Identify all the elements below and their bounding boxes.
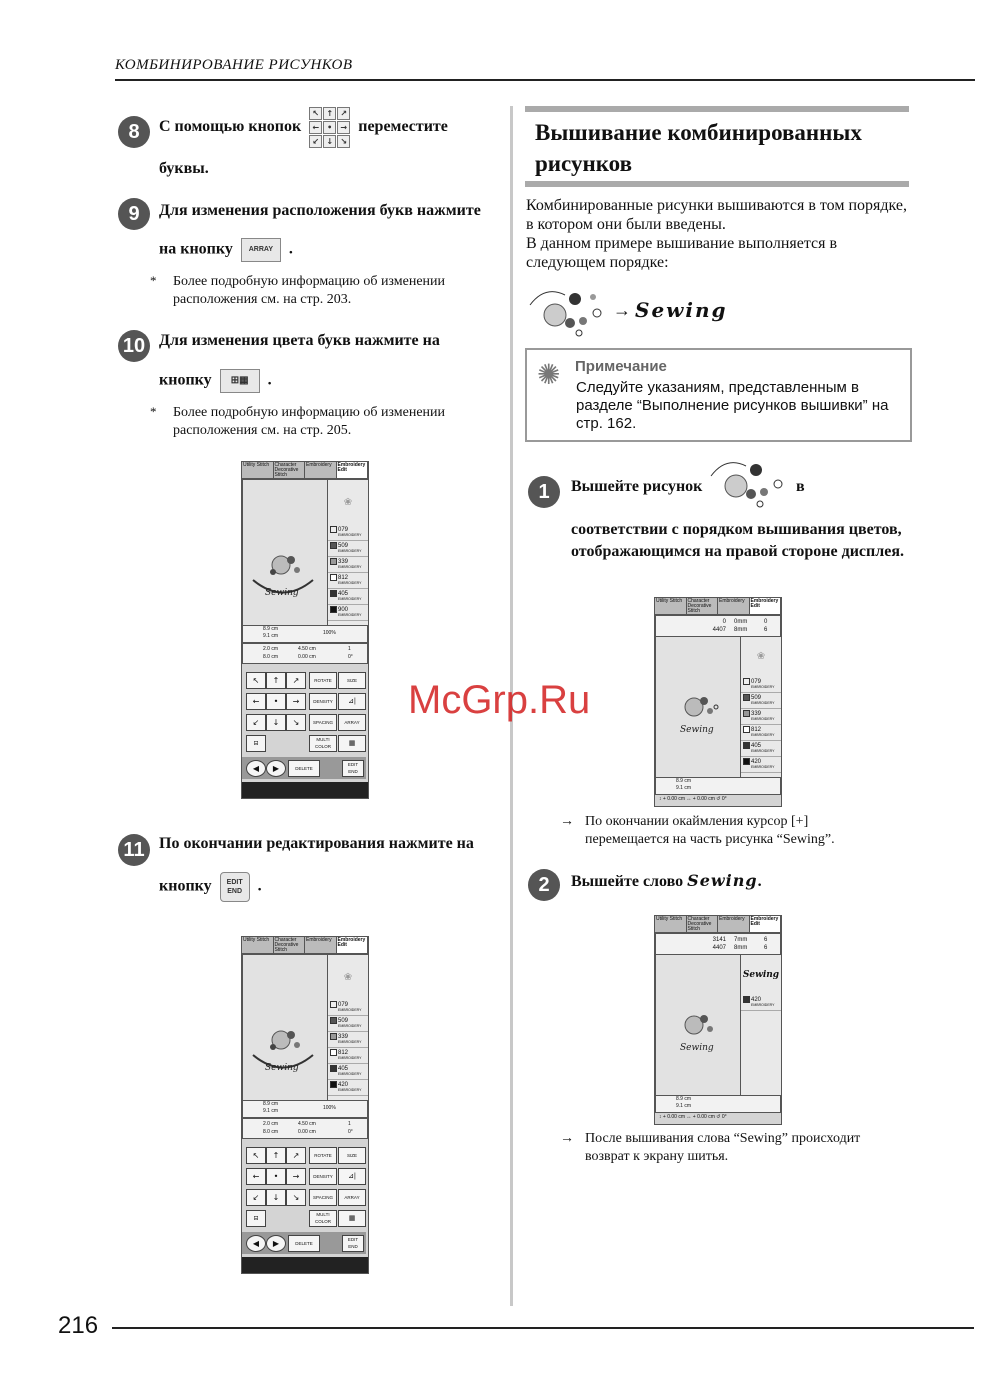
design-area [655, 636, 741, 778]
step-8-text-b: переместите [358, 118, 448, 136]
note-body: Следуйте указаниям, представленным в разделе “Выполнение рисунков вышивки” на стр. 162. [576, 379, 889, 432]
thread-item: 420 EMBROIDERY [741, 995, 781, 1011]
density-button[interactable]: DENSITY [309, 1168, 337, 1185]
step-8-text [159, 107, 499, 148]
sewing-word-art: Sewing [635, 298, 728, 322]
thread-list [740, 636, 782, 778]
thread-item: 405 EMBROIDERY [328, 589, 368, 605]
step-number-9: 9 [118, 198, 150, 230]
control-buttons [242, 669, 366, 755]
thread-item: 509 EMBROIDERY [328, 1016, 368, 1032]
thread-item: 339 EMBROIDERY [328, 1032, 368, 1048]
thread-item: 812 EMBROIDERY [741, 725, 781, 741]
tab-utility: Utility Stitch [655, 598, 687, 614]
thread-item: 812 EMBROIDERY [328, 1048, 368, 1064]
bulb-icon: ✺ [537, 360, 561, 391]
border-button[interactable]: ⊟ [246, 1210, 266, 1227]
screen-edit-b [241, 936, 369, 1274]
step-9-text-c: . [288, 240, 293, 258]
previous-button[interactable]: ◀ [246, 1235, 266, 1252]
tab-character: Character Decorative Stitch [274, 462, 306, 478]
edit-end-button[interactable]: EDIT END [342, 1235, 364, 1252]
tab-character: Character Decorative Stitch [687, 916, 719, 932]
multi-color-button-icon: ⊞▦ [220, 369, 260, 393]
step-11-text-b: кнопку [159, 877, 212, 895]
move-center-button[interactable]: • [266, 693, 286, 710]
move-down-left-button[interactable]: ↙ [246, 1189, 266, 1206]
screen-embroidery-d [654, 915, 782, 1125]
step-9-text-b: на кнопку [159, 240, 233, 258]
step-11-text-c: . [257, 877, 262, 895]
move-left-button[interactable]: ← [246, 1168, 266, 1185]
mirror-button[interactable]: ⊿| [338, 693, 366, 710]
screen-bottom-bar [242, 1257, 368, 1273]
thread-list [327, 479, 369, 626]
step-10-text-b: кнопку [159, 371, 212, 389]
embroidery-motif-icon [525, 285, 615, 340]
screen-tabs [655, 598, 781, 615]
header-rule [115, 79, 975, 81]
tab-embroidery-edit: Embroidery Edit [337, 462, 369, 478]
tab-character: Character Decorative Stitch [687, 598, 719, 614]
move-up-button[interactable]: ↑ [266, 1147, 286, 1164]
sewing-word-art: Sewing [687, 871, 758, 890]
thread-item: 339 EMBROIDERY [741, 709, 781, 725]
delete-button[interactable]: DELETE [288, 760, 320, 777]
step-10-text-a: Для изменения цвета букв нажмите на [159, 332, 440, 349]
embroidery-design-art [243, 480, 327, 625]
screen-bottom-bar [242, 782, 368, 798]
move-down-right-button[interactable]: ↘ [286, 714, 306, 731]
step-11-text-a: По окончании редактирования нажмите на [159, 835, 474, 852]
section-title [525, 112, 909, 181]
embroidery-design-art [656, 637, 740, 777]
sewing-preview: Sewing [742, 970, 780, 980]
step-10-text-c: . [267, 371, 272, 389]
step-9-note: Более подробную информацию об изменении расположения см. на стр. 203. [173, 274, 446, 307]
thread-list [740, 954, 782, 1096]
step-number-10: 10 [118, 330, 150, 362]
size-row: 8.9 cm 9.1 cm [655, 777, 781, 795]
section-heading [525, 106, 909, 187]
mirror-button[interactable]: ⊿| [338, 1168, 366, 1185]
thread-preview-icon: ❀ [343, 497, 353, 508]
result-arrow-2: → [560, 1131, 574, 1146]
size-button[interactable]: SIZE [338, 672, 366, 689]
note-box [525, 348, 912, 442]
step-11-line2 [159, 872, 262, 902]
stitch-counter-row: 3141 4407 7mm 8mm 6 6 [655, 933, 781, 955]
edit-end-button[interactable]: EDIT END [342, 760, 364, 777]
svg-text:Sewing: Sewing [265, 1063, 299, 1073]
edit-end-button-icon: EDIT END [220, 872, 250, 902]
tab-utility: Utility Stitch [242, 462, 274, 478]
footer-rule [112, 1327, 974, 1329]
move-down-right-button[interactable]: ↘ [286, 1189, 306, 1206]
thread-list [327, 954, 369, 1101]
step-1-text-a: Вышейте рисунок [571, 478, 703, 495]
spacing-button[interactable]: SPACING [309, 714, 337, 731]
array-button-icon: ARRAY [241, 238, 281, 262]
screen-edit-a [241, 461, 369, 799]
thread-item: 420 EMBROIDERY [741, 757, 781, 773]
step-2-text-a: Вышейте слово [571, 873, 684, 890]
move-up-left-button[interactable]: ↖ [246, 672, 266, 689]
tab-embroidery: Embroidery [718, 916, 750, 932]
embroidery-design-art [243, 955, 327, 1100]
thread-item: 339 EMBROIDERY [328, 557, 368, 573]
sequence-illustration [525, 285, 728, 340]
step-number-11: 11 [118, 834, 150, 866]
section-title-line-1: Вышивание комбинированных [535, 120, 862, 145]
note-title: Примечание [575, 358, 667, 375]
embroidery-design-art [656, 955, 740, 1095]
previous-button[interactable]: ◀ [246, 760, 266, 777]
multi-color-button[interactable]: MULTI COLOR [309, 1210, 337, 1227]
step-9-text-a: Для изменения расположения букв нажмите [159, 202, 481, 219]
density-button[interactable]: DENSITY [309, 693, 337, 710]
embroidery-motif-icon [706, 456, 794, 511]
step-9-line2 [159, 238, 293, 262]
array-button[interactable]: ARRAY [338, 1189, 366, 1206]
position-row: 2.0 cm 8.0 cm 4.50 cm 0.00 cm 1 0° [242, 643, 368, 664]
next-button[interactable]: ▶ [266, 1235, 286, 1252]
thread-item: 420 EMBROIDERY [328, 1080, 368, 1096]
thread-item: 405 EMBROIDERY [741, 741, 781, 757]
thread-preview-icon: ❀ [343, 972, 353, 983]
move-right-button[interactable]: → [286, 693, 306, 710]
intro-text-2: В данном примере вышивание выполняется в следующем порядке: [526, 235, 838, 271]
svg-text:Sewing: Sewing [680, 1043, 714, 1053]
thread-item: 079 EMBROIDERY [328, 1000, 368, 1016]
tab-character: Character Decorative Stitch [274, 937, 306, 953]
control-buttons [242, 1144, 366, 1230]
size-row: 8.9 cm 9.1 cm [655, 1095, 781, 1113]
rotate-button[interactable]: ROTATE [309, 1147, 337, 1164]
step-2-result: После вышивания слова “Sewing” происходит возврат к экрану шитья. [585, 1131, 861, 1164]
step-8-text-a: С помощью кнопок [159, 118, 302, 136]
svg-text:Sewing: Sewing [680, 725, 714, 735]
result-arrow-1: → [560, 814, 574, 829]
thread-color-button[interactable]: ▦ [338, 735, 366, 752]
tab-embroidery-edit: Embroidery Edit [750, 916, 782, 932]
position-readout: ↕ + 0.00 cm ↔ + 0.00 cm ↺ 0° [659, 1114, 727, 1120]
step-1-result: По окончании окаймления курсор [+] перемещается на часть рисунка “Sewing”. [585, 814, 835, 847]
screen-tabs [655, 916, 781, 933]
step-number-8: 8 [118, 116, 150, 148]
thread-preview-icon: ❀ [756, 651, 766, 662]
position-readout: ↕ + 0.00 cm ↔ + 0.00 cm ↺ 0° [659, 796, 727, 802]
step-10-line2 [159, 369, 272, 393]
move-up-button[interactable]: ↑ [266, 672, 286, 689]
nav-row [242, 1232, 366, 1254]
move-down-button[interactable]: ↓ [266, 1189, 286, 1206]
rotate-button[interactable]: ROTATE [309, 672, 337, 689]
nav-row [242, 757, 366, 779]
thread-item: 900 EMBROIDERY [328, 605, 368, 621]
step-number-1: 1 [528, 476, 560, 508]
thread-item: 405 EMBROIDERY [328, 1064, 368, 1080]
move-up-right-button[interactable]: ↗ [286, 672, 306, 689]
multi-color-button[interactable]: MULTI COLOR [309, 735, 337, 752]
position-row: 2.0 cm 8.0 cm 4.50 cm 0.00 cm 1 0° [242, 1118, 368, 1139]
move-up-right-button[interactable]: ↗ [286, 1147, 306, 1164]
tab-embroidery-edit: Embroidery Edit [337, 937, 369, 953]
design-area [655, 954, 741, 1096]
step-8-text-c: буквы. [159, 160, 209, 177]
thread-item: 079 EMBROIDERY [741, 677, 781, 693]
step-1-text-b: в [796, 478, 805, 495]
spacing-button[interactable]: SPACING [309, 1189, 337, 1206]
thread-item: 812 EMBROIDERY [328, 573, 368, 589]
array-button[interactable]: ARRAY [338, 714, 366, 731]
move-down-left-button[interactable]: ↙ [246, 714, 266, 731]
delete-button[interactable]: DELETE [288, 1235, 320, 1252]
step-2-text-b: . [757, 873, 762, 890]
size-button[interactable]: SIZE [338, 1147, 366, 1164]
move-down-button[interactable]: ↓ [266, 714, 286, 731]
step-1-text-c: соответствии с порядком вышивания цветов, отображающимся на правой стороне дисплея. [571, 521, 904, 560]
border-button[interactable]: ⊟ [246, 735, 266, 752]
tab-embroidery-edit: Embroidery Edit [750, 598, 782, 614]
arrow-pad-icon: ↖ ↑ ↗ ← • → ↙ ↓ ↘ [309, 107, 350, 148]
size-row: 8.9 cm 9.1 cm 100% [242, 1100, 368, 1118]
step-10-note: Более подробную информацию об изменении расположения см. на стр. 205. [173, 405, 446, 438]
thread-item: 509 EMBROIDERY [328, 541, 368, 557]
tab-utility: Utility Stitch [242, 937, 274, 953]
move-right-button[interactable]: → [286, 1168, 306, 1185]
intro-text: Комбинированные рисунки вышиваются в том порядке, в котором они были введены. [526, 197, 908, 233]
thread-color-button[interactable]: ▦ [338, 1210, 366, 1227]
step-2-line [571, 870, 762, 893]
size-row: 8.9 cm 9.1 cm 100% [242, 625, 368, 643]
running-header: КОМБИНИРОВАНИЕ РИСУНКОВ [115, 57, 353, 73]
section-title-line-2: рисунков [535, 151, 632, 176]
screen-tabs [242, 937, 368, 954]
tab-embroidery: Embroidery [305, 937, 337, 953]
tab-utility: Utility Stitch [655, 916, 687, 932]
tab-embroidery: Embroidery [718, 598, 750, 614]
watermark: McGrp.Ru [408, 678, 591, 722]
screen-tabs [242, 462, 368, 479]
move-up-left-button[interactable]: ↖ [246, 1147, 266, 1164]
design-area [242, 954, 328, 1101]
move-left-button[interactable]: ← [246, 693, 266, 710]
next-button[interactable]: ▶ [266, 760, 286, 777]
thread-item: 079 EMBROIDERY [328, 525, 368, 541]
page-number: 216 [58, 1312, 99, 1339]
screen-embroidery-c [654, 597, 782, 807]
step-number-2: 2 [528, 869, 560, 901]
sequence-arrow: → [613, 300, 631, 320]
tab-embroidery: Embroidery [305, 462, 337, 478]
note-star-10: * [150, 404, 157, 419]
stitch-counter-row: 0 4407 0mm 8mm 0 6 [655, 615, 781, 637]
design-area [242, 479, 328, 626]
note-star-9: * [150, 273, 157, 288]
move-center-button[interactable]: • [266, 1168, 286, 1185]
svg-text:Sewing: Sewing [265, 588, 299, 598]
thread-item: 509 EMBROIDERY [741, 693, 781, 709]
heading-bar-bottom [525, 181, 909, 187]
